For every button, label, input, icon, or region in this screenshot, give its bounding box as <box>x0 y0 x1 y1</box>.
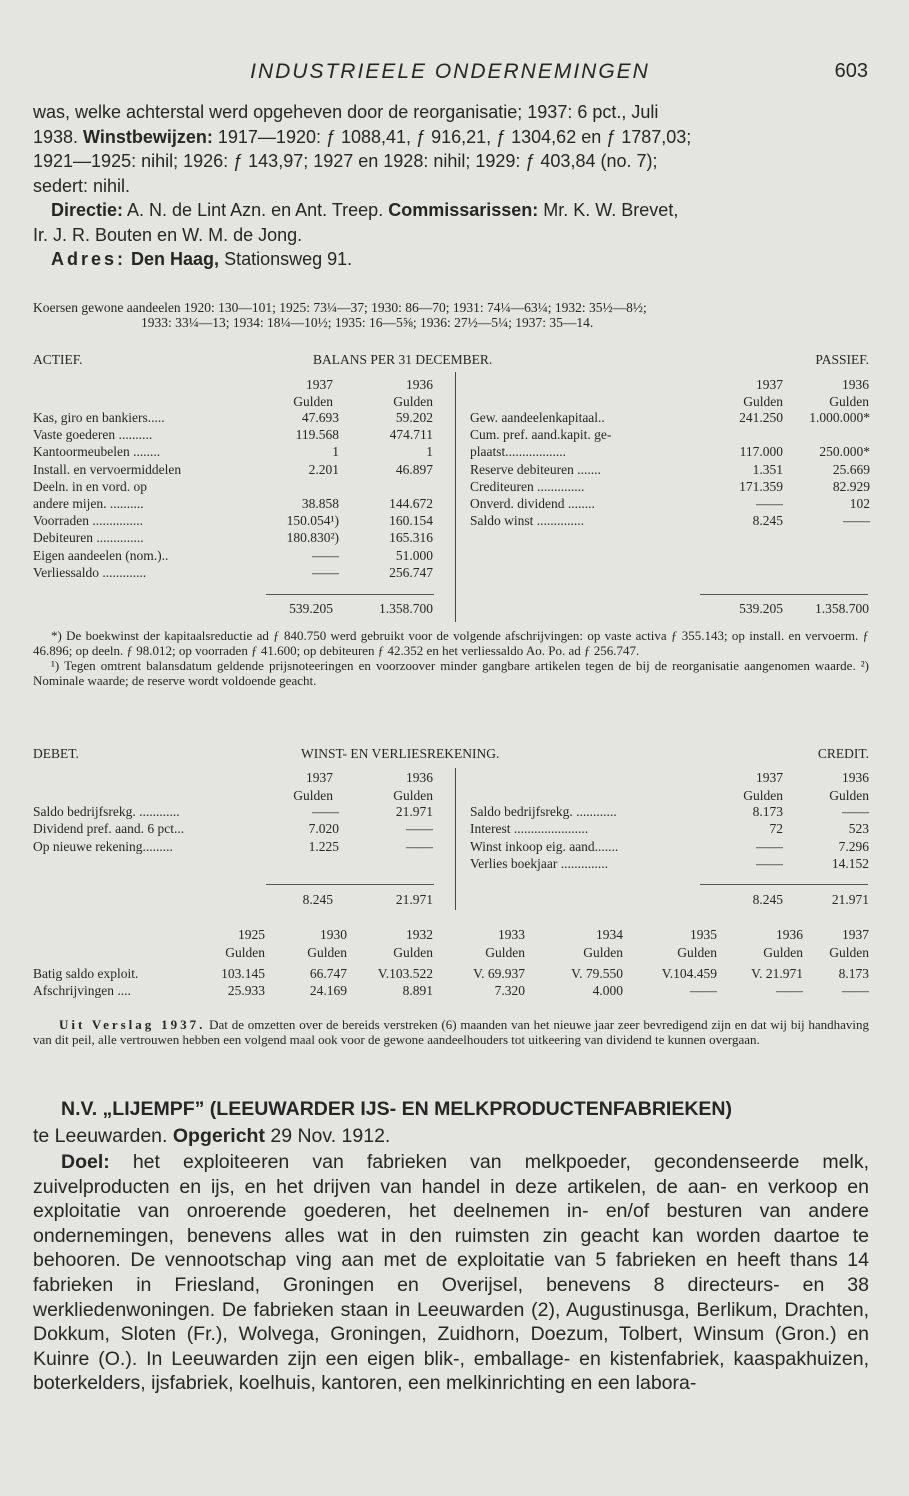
actief-label-cell: Kas, giro en bankiers..... <box>33 410 165 425</box>
credit-row <box>33 804 869 820</box>
actief-1936-cell: 144.672 <box>389 496 433 511</box>
actief-label-cell: Verliessaldo ............. <box>33 564 147 580</box>
credit-label-cell: Saldo bedrijfsrekg. ............ <box>470 804 617 819</box>
actief-1937-cell: 38.858 <box>301 496 339 511</box>
doel-label: Doel: <box>61 1151 110 1173</box>
passief-row <box>33 496 869 512</box>
actief-label-cell: Eigen aandeelen (nom.).. <box>33 547 169 563</box>
actief-1936-cell: 160.154 <box>389 513 433 529</box>
credit-1937-cell: —— <box>756 838 783 854</box>
actief-1937-cell: 1 <box>332 444 339 460</box>
intro-paragraph <box>33 100 869 272</box>
running-header <box>32 60 868 88</box>
actief-total-1937: 539.205 <box>289 601 333 616</box>
debet-1937-cell: 7.020 <box>308 821 339 837</box>
actief-1936-cell: 59.202 <box>395 410 433 425</box>
credit-row <box>33 821 869 837</box>
hist-year-cell: 1933 <box>498 927 525 942</box>
actief-1937-cell: 47.693 <box>301 410 339 425</box>
passief-total-rule <box>700 594 868 595</box>
credit-1937-cell: —— <box>756 856 783 872</box>
actief-1936-cell: 165.316 <box>389 530 433 546</box>
balans-unit-row: Gulden Gulden Gulden Gulden <box>293 394 869 409</box>
adres-line: Adres: Den Haag, Stationsweg 91. <box>51 249 353 269</box>
passief-label-cell: Cum. pref. aand.kapit. ge- <box>470 427 612 443</box>
debet-1937-cell: —— <box>312 804 339 819</box>
passief-1936-cell: —— <box>843 513 870 529</box>
intro-line: was, welke achterstal werd opgeheven door de reorganisatie; 1937: 6 pct., Juli <box>33 102 659 122</box>
hist-label-cell: Batig saldo exploit. <box>33 966 139 981</box>
verslag-label: Uit Verslag 1937. <box>59 1017 206 1032</box>
passief-row <box>33 479 869 495</box>
hist-year-cell: 1925 <box>238 927 265 942</box>
credit-label-cell: Verlies boekjaar .............. <box>470 856 608 872</box>
hist-value-cell: 66.747 <box>309 966 347 981</box>
company-name: N.V. „LIJEMPF” (LEEUWARDER IJS- EN MELKPRODUCTENFABRIEKEN) <box>61 1098 732 1120</box>
hist-row <box>33 966 869 982</box>
hist-value-cell: V. 21.971 <box>751 966 803 981</box>
debet-label-cell: Saldo bedrijfsrekg. ............ <box>33 804 180 819</box>
balans-total-row <box>33 601 869 617</box>
debet-1936-cell: —— <box>406 821 433 837</box>
intro-line: 1921—1925: nihil; 1926: ƒ 143,97; 1927 en 1928: nihil; 1929: ƒ 403,84 (no. 7); <box>33 151 658 171</box>
passief-1936-cell: 1.000.000* <box>809 410 870 425</box>
doel-paragraph <box>33 1150 869 1396</box>
hist-year-cell: 1934 <box>596 927 623 942</box>
hist-value-cell: 7.320 <box>494 983 525 998</box>
debet-label: DEBET. <box>33 746 79 761</box>
hist-value-cell: 103.145 <box>221 966 265 981</box>
actief-label-cell: Debiteuren .............. <box>33 530 144 546</box>
hist-value-cell: —— <box>842 983 869 998</box>
actief-row <box>33 530 869 546</box>
hist-value-cell: 4.000 <box>592 983 623 998</box>
balans-title: BALANS PER 31 DECEMBER. <box>313 352 493 367</box>
credit-1937-cell: 8.173 <box>752 804 783 819</box>
hist-year-cell: 1937 <box>842 927 869 942</box>
hist-unit-cell: Gulden <box>225 945 265 960</box>
hist-unit-cell: Gulden <box>583 945 623 960</box>
hist-row <box>33 983 869 999</box>
passief-label-cell: Onverd. dividend ........ <box>470 496 595 511</box>
passief-1936-cell: 102 <box>849 496 870 511</box>
passief-label-cell: Gew. aandeelenkapitaal.. <box>470 410 605 425</box>
commissarissen-label: Commissarissen: <box>388 200 539 220</box>
hist-year-cell: 1935 <box>690 927 717 942</box>
passief-label-cell: Crediteuren .............. <box>470 478 585 494</box>
passief-label-cell: Saldo winst .............. <box>470 513 585 529</box>
actief-label-cell: Deeln. in en vord. op <box>33 478 147 494</box>
hist-year-cell: 1936 <box>776 927 803 942</box>
debet-1936-cell: 21.971 <box>395 804 433 819</box>
koersen-line: Koersen gewone aandeelen 1920: 130—101; 1925: 73¼—37; 1930: 86—70; 1931: 74¼—63¼; 1932: 35½—8½; <box>33 300 647 315</box>
actief-total-rule <box>266 594 434 595</box>
hist-value-cell: —— <box>690 983 717 998</box>
balans-title-row <box>33 352 869 368</box>
actief-label-cell: Install. en vervoermiddelen <box>33 461 182 477</box>
doel-text: het exploiteeren van fabrieken van melkpoeder, gecondenseerde melk, zuivelproducten en ijs, en het drijven van handel in deze artikelen, de aan- en verkoop en exploitatie van onroerende goederen, het deelnemen in- en/of besturen van andere ondernemingen, benevens alles wat in den ruimsten zin geacht kan worden daartoe te behooren. De vennootschap ving aan met de exploitatie van 5 fabrieken en heeft thans 14 fabrieken in Friesland, Groningen en Overijsel, benevens 8 directeurs- en 38 werkliedenwoningen. De fabrieken staan in Leeuwarden (2), Augustinusga, Berlikum, Drachten, Dokkum, Sloten (Fr.), Wolvega, Groningen, Zuidhorn, Doezum, Tolbert, Winsum (Gron.) en Kuinre (O.). In Leeuwarden zijn een eigen blik-, emballage- en kistenfabriek, kaaspakhuizen, boterkelders, ijsfabriek, koelhuis, kantoren, een melkinrichting en een labora- <box>33 1151 869 1395</box>
debet-label-cell: Dividend pref. aand. 6 pct... <box>33 821 185 837</box>
hist-value-cell: 24.169 <box>309 983 347 998</box>
passief-label-cell: plaatst.................. <box>470 444 566 460</box>
wv-total-row: 8.245 21.971 8.245 21.971 <box>302 892 869 907</box>
passief-row <box>33 462 869 478</box>
hist-value-cell: V.104.459 <box>661 966 717 981</box>
hist-unit-cell: Gulden <box>485 945 525 960</box>
hist-years-row <box>33 927 869 943</box>
hist-value-cell: V.103.522 <box>377 966 433 981</box>
actief-label-cell: Vaste goederen .......... <box>33 427 153 443</box>
hist-unit-row <box>33 945 869 961</box>
running-title: INDUSTRIEELE ONDERNEMINGEN <box>250 60 650 83</box>
credit-row <box>33 839 869 855</box>
hist-value-cell: V. 69.937 <box>473 966 525 981</box>
adres-city: Den Haag, <box>131 249 220 269</box>
hist-unit-cell: Gulden <box>677 945 717 960</box>
passief-row <box>33 410 869 426</box>
credit-1937-cell: 72 <box>769 821 783 837</box>
hist-value-cell: 25.933 <box>227 983 265 998</box>
wv-title-row <box>33 746 869 762</box>
passief-1936-cell: 82.929 <box>832 478 870 494</box>
debet-1936-cell: —— <box>406 838 433 854</box>
winstbewijzen-label: Winstbewijzen: <box>83 126 213 147</box>
opgericht-label: Opgericht <box>172 1125 265 1147</box>
actief-1936-cell: 51.000 <box>395 547 433 563</box>
wv-years-row: 1937 1936 1937 1936 <box>306 770 869 785</box>
credit-label: CREDIT. <box>817 746 869 761</box>
passief-1937-cell: 8.245 <box>752 513 783 529</box>
actief-1937-cell: 180.830²) <box>286 530 339 546</box>
page-number: 603 <box>834 60 868 82</box>
passief-1936-cell: 25.669 <box>832 461 870 477</box>
actief-1937-cell: 2.201 <box>308 461 339 477</box>
actief-1937-cell: —— <box>312 564 339 580</box>
hist-value-cell: 8.891 <box>402 983 433 998</box>
actief-1937-cell: 119.568 <box>295 427 339 443</box>
directie-line: Directie: A. N. de Lint Azn. en Ant. Treep. Commissarissen: Mr. K. W. Brevet, <box>51 200 679 220</box>
actief-row <box>33 548 869 564</box>
hist-year-cell: 1930 <box>320 927 347 942</box>
passief-row <box>33 444 869 460</box>
passief-total-1936: 1.358.700 <box>815 601 869 616</box>
wv-unit-row: Gulden Gulden Gulden Gulden <box>293 788 869 803</box>
passief-1937-cell: 117.000 <box>739 444 783 460</box>
passief-1936-cell: 250.000* <box>819 444 870 460</box>
passief-label-cell: Reserve debiteuren ....... <box>470 461 601 477</box>
actief-row <box>33 565 869 581</box>
actief-1936-cell: 1 <box>426 444 433 460</box>
adres-label: Adres: <box>51 249 127 269</box>
actief-label: ACTIEF. <box>33 352 83 367</box>
actief-1936-cell: 474.711 <box>389 427 433 443</box>
passief-total-1937: 539.205 <box>739 601 783 616</box>
company-location: te Leeuwarden. Opgericht 29 Nov. 1912. <box>33 1125 391 1147</box>
debet-label-cell: Op nieuwe rekening......... <box>33 838 173 854</box>
koersen-line: 1933: 33¼—13; 1934: 18¼—10½; 1935: 16—5⅝; 1936: 27½—5¼; 1937: 35—14. <box>141 315 594 330</box>
credit-label-cell: Interest ...................... <box>470 821 589 837</box>
actief-label-cell: Kantoormeubelen ........ <box>33 444 161 460</box>
note-1-2: ¹) Tegen omtrent balansdatum geldende prijsnoteeringen en voorzoover minder gangbare artikelen tegen de bij de reorganisatie aangenomen waarde. ²) Nominale waarde; de reserve wordt voldoende geacht. <box>33 658 869 688</box>
note-star: *) De boekwinst der kapitaalsreductie ad ƒ 840.750 werd gebruikt voor de volgende afschrijvingen: op vaste activa ƒ 355.143; op install. en vervoerm. ƒ 46.896; op deeln. ƒ 98.012; op voorraden ƒ 41.600; op debiteuren ƒ 42.352 en het verliessaldo Ao. Po. ad ƒ 256.747. <box>33 628 869 658</box>
passief-row <box>33 427 869 443</box>
credit-1936-cell: —— <box>842 804 869 819</box>
passief-1937-cell: 241.250 <box>739 410 783 425</box>
balans-years-row: 1937 1936 1937 1936 <box>306 377 869 392</box>
koersen-block <box>33 300 869 330</box>
verslag-text: Dat de omzetten over de bereids verstreken (6) maanden van het nieuwe jaar zeer bevredigend zijn en dat wij bij handhaving van dit peil, alle vertrouwen hebben een volgend maal ook voor de gewone aandeelhouders tot uitkeering van dividend te kunnen overgaan. <box>33 1017 870 1047</box>
actief-total-1936: 1.358.700 <box>379 601 433 616</box>
hist-unit-cell: Gulden <box>829 945 869 960</box>
hist-unit-cell: Gulden <box>763 945 803 960</box>
debet-total-rule <box>266 884 434 885</box>
passief-row <box>33 513 869 529</box>
debet-1937-cell: 1.225 <box>308 838 339 854</box>
credit-1936-cell: 7.296 <box>838 838 869 854</box>
intro-line: 1938. Winstbewijzen: 1917—1920: ƒ 1088,41, ƒ 916,21, ƒ 1304,62 en ƒ 1787,03; <box>33 126 692 147</box>
actief-1936-cell: 256.747 <box>389 564 433 580</box>
actief-1937-cell: 150.054¹) <box>286 513 339 529</box>
actief-1936-cell: 46.897 <box>395 461 433 477</box>
intro-line: sedert: nihil. <box>33 175 131 196</box>
credit-1936-cell: 14.152 <box>831 856 869 872</box>
hist-value-cell: 8.173 <box>838 966 869 981</box>
passief-label: PASSIEF. <box>815 352 869 367</box>
actief-label-cell: andere mijen. .......... <box>33 496 144 511</box>
credit-label-cell: Winst inkoop eig. aand....... <box>470 838 619 854</box>
passief-1937-cell: —— <box>756 496 783 511</box>
intro-line: Ir. J. R. Bouten en W. M. de Jong. <box>33 224 303 245</box>
actief-1937-cell: —— <box>312 547 339 563</box>
hist-label-cell: Afschrijvingen .... <box>33 983 131 998</box>
hist-value-cell: V. 79.550 <box>571 966 623 981</box>
credit-row <box>33 856 869 872</box>
balans-notes <box>33 628 869 688</box>
verslag-block <box>33 1017 869 1047</box>
credit-total-rule <box>700 884 868 885</box>
passief-1937-cell: 1.351 <box>752 461 783 477</box>
hist-year-cell: 1932 <box>406 927 433 942</box>
actief-label-cell: Voorraden ............... <box>33 513 143 529</box>
hist-unit-cell: Gulden <box>393 945 433 960</box>
credit-1936-cell: 523 <box>848 821 869 837</box>
hist-value-cell: —— <box>776 983 803 998</box>
passief-1937-cell: 171.359 <box>739 478 783 494</box>
wv-title: WINST- EN VERLIESREKENING. <box>301 746 500 761</box>
directie-label: Directie: <box>51 200 124 220</box>
hist-unit-cell: Gulden <box>307 945 347 960</box>
